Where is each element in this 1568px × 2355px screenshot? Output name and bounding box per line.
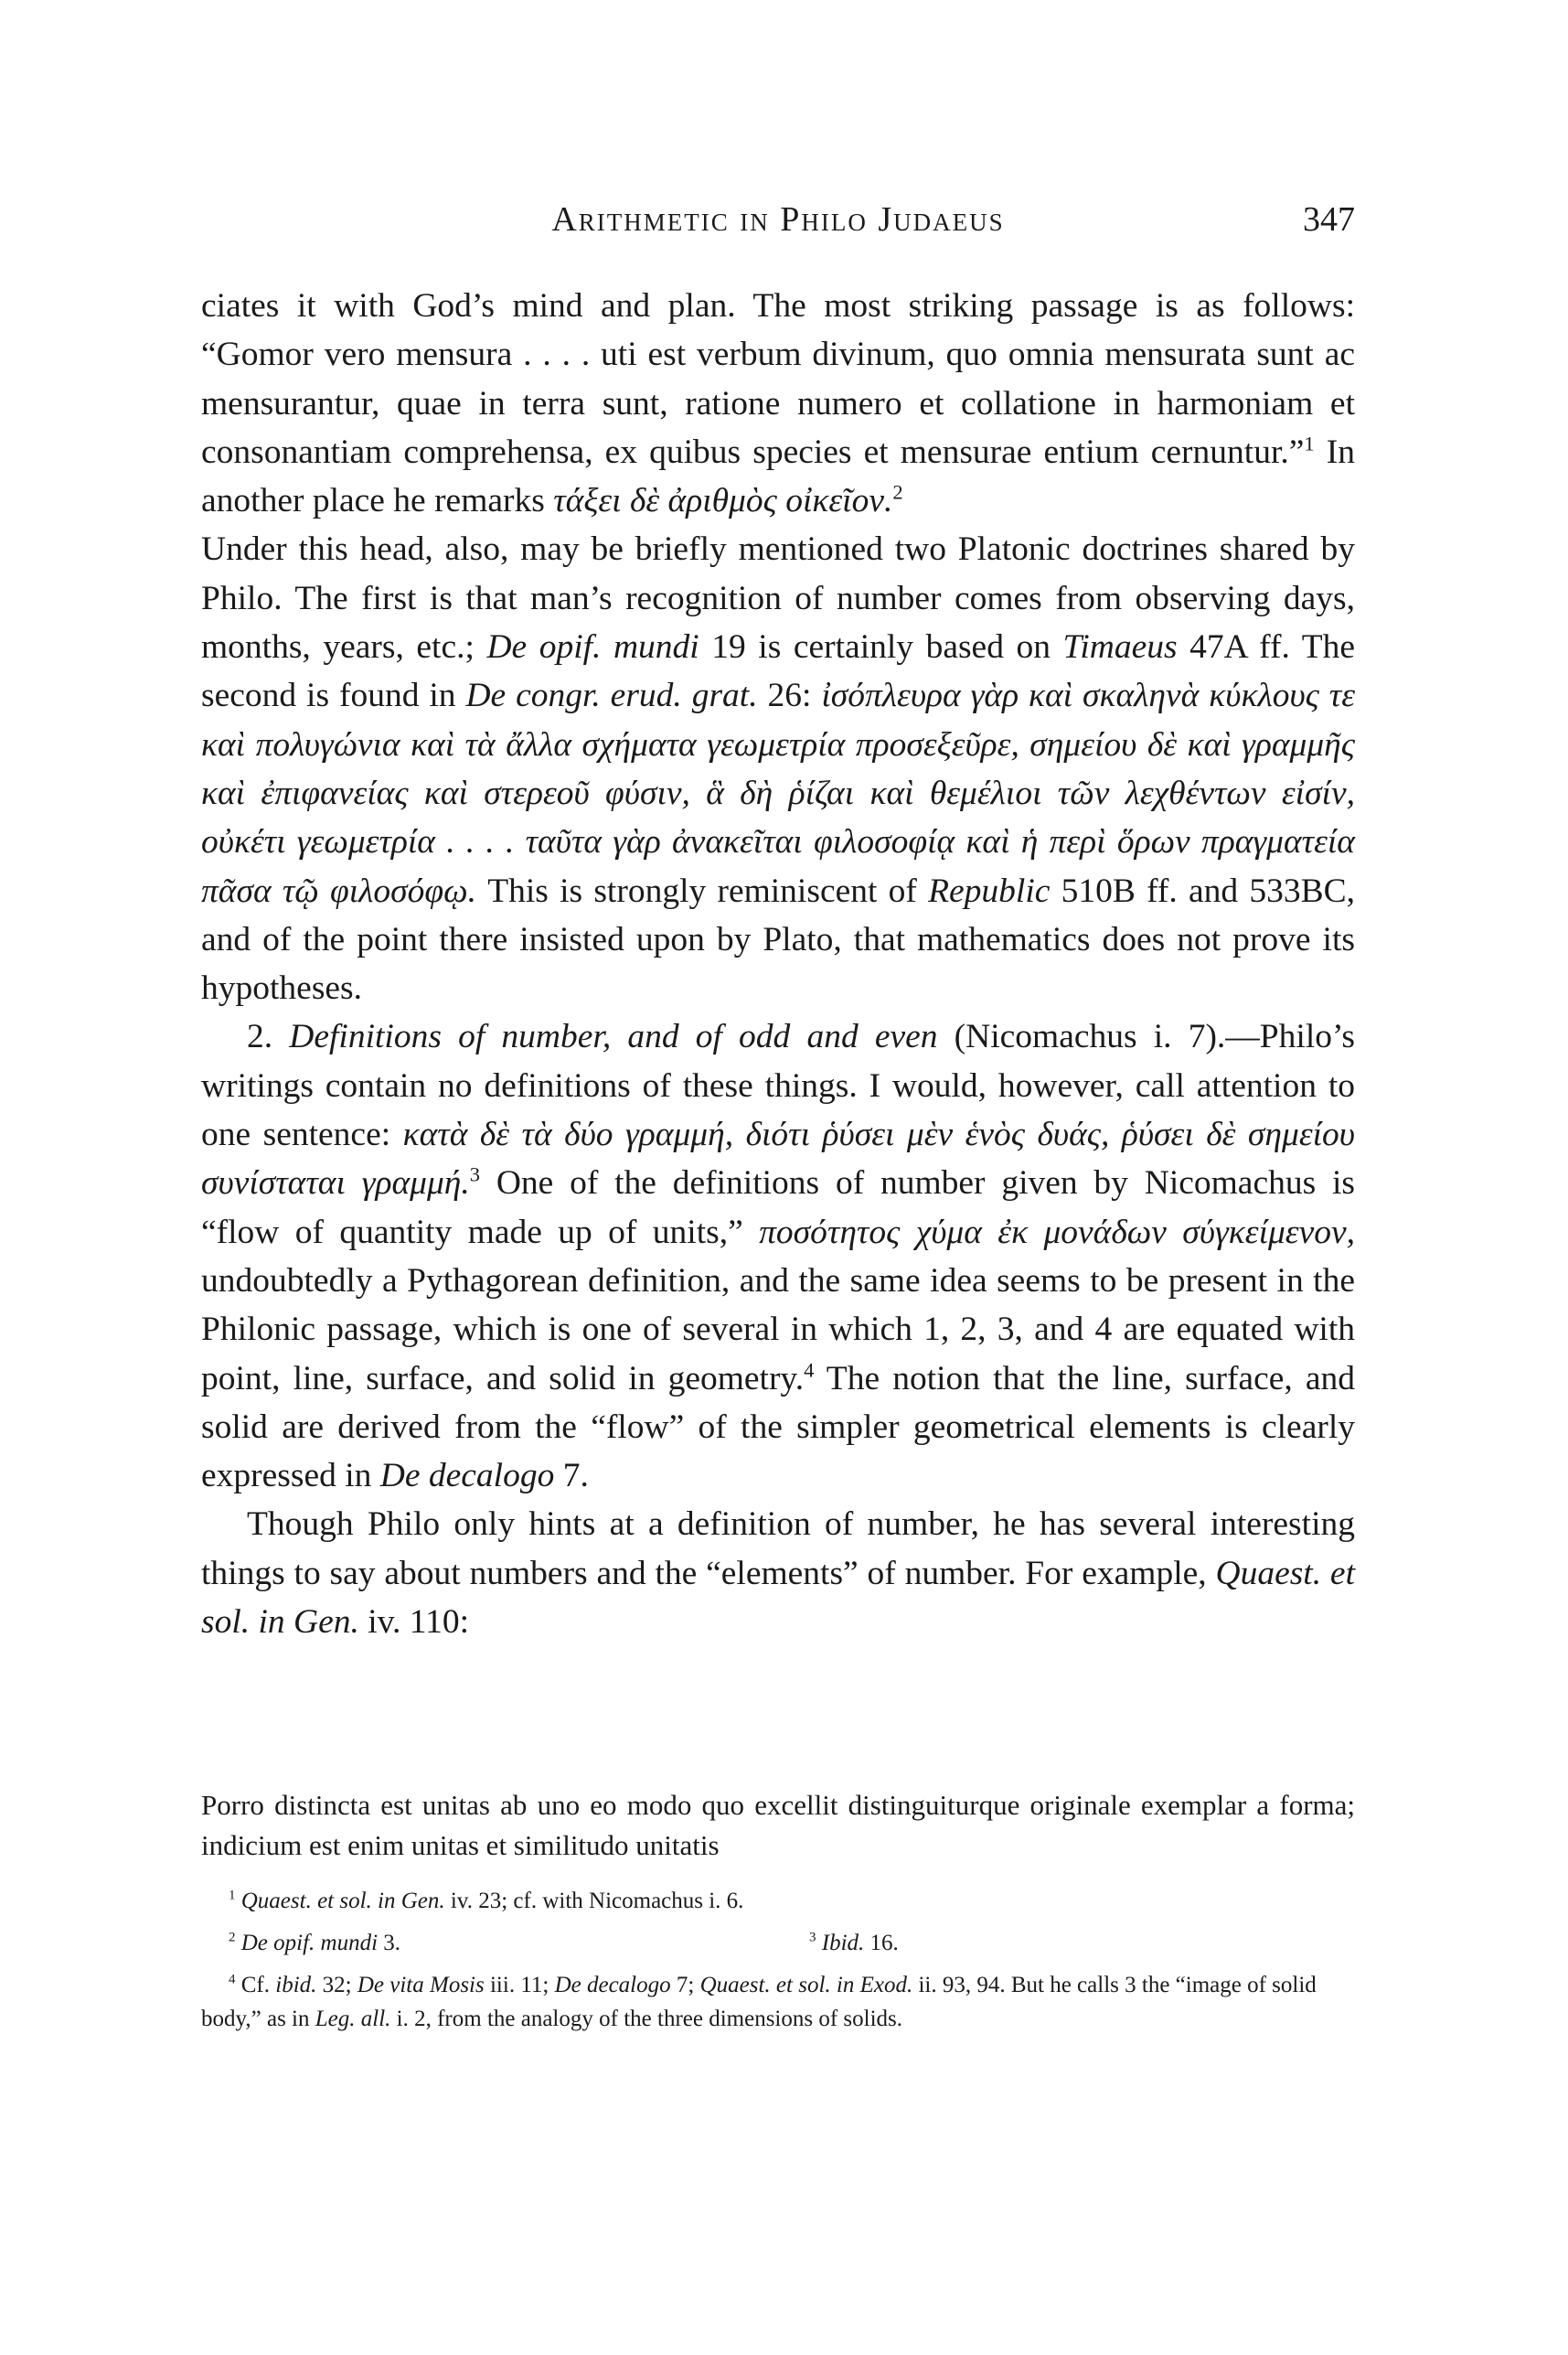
- paragraph-4: Though Philo only hints at a definition of number, he has several interesting things to say about numbers and the “elements” of number. For example, Quaest. et sol. in Gen. iv. 110:: [201, 1505, 1355, 1642]
- running-header: [201, 199, 1355, 245]
- greek-quote: κατὰ δὲ τὰ δύο γραμμή, διότι ῥύσει μὲν ἑνὸς δυάς, ῥύσει δὲ σημείου συνίσταται γραμμή.: [201, 1116, 1355, 1203]
- footnote-ref-3: 3: [469, 1162, 481, 1186]
- section-heading: Definitions of number, and of odd and even: [289, 1018, 938, 1056]
- page-number: 347: [1303, 200, 1355, 239]
- main-text: [201, 282, 1355, 1646]
- footnote-ref-4: 4: [804, 1358, 815, 1382]
- footnote-row: [201, 1926, 1355, 1960]
- paragraph-2: Under this head, also, may be briefly mentioned two Platonic doctrines shared by Philo. The first is that man’s recognition of number comes from observing days, months, years, etc.; De opif. mundi 19 is certainly based on Timaeus 47A ff. The second is found in De congr. erud. grat. 26: ἰσόπλευρα γὰρ καὶ σκαληνὰ κύκλους τε καὶ πολυγώνια καὶ τὰ ἄλλα σχήματα γεωμετρία προσεξεῦρε, σημείου δὲ καὶ γραμμῆς καὶ ἐπιφανείας καὶ στερεοῦ φύσιν, ἃ δὴ ῥίζαι καὶ θεμέλιοι τῶν λεχθέντων εἰσίν, οὐκέτι γεωμετρία . . . . ταῦτα γὰρ ἀνακεῖται φιλοσοφίᾳ καὶ ἡ περὶ ὅρων πραγματεία πᾶσα τῷ φιλοσόφῳ. This is strongly reminiscent of Republic 510B ff. and 533BC, and of the point there insisted upon by Plato, that mathematics does not prove its hypotheses.: [201, 530, 1356, 1008]
- footnote-1: $^1$ Quaest. et sol. in Gen. iv. 23; cf. with Nicomachus i. 6.: [229, 1888, 744, 1913]
- footnote-3: $^3$ Ibid. 16.: [809, 1930, 899, 1955]
- paragraph-1: ciates it with God’s mind and plan. The most striking passage is as follows: “Gomor vero mensura . . . . uti est verbum divinum, quo omnia mensurata sunt ac mensurantur, quae in terra sunt, ratione numero et collatione in harmoniam et consonantiam comprehensa, ex quibus species et mensurae entium cernuntur.”$^1$ In another place he remarks τάξει δὲ ἀριθμὸς οἰκεῖον.$^2$: [201, 287, 1355, 520]
- footnote-4: $^4$ Cf. ibid. 32; De vita Mosis iii. 11; De decalogo 7; Quaest. et sol. in Exod. ii. 93, 94. But he calls 3 the “image of solid body,” as in Leg. all. i. 2, from the analogy of the three dimensions of solids.: [201, 1972, 1317, 2031]
- footnotes: [201, 1884, 1355, 2036]
- greek-quote: ἰσόπλευρα γὰρ καὶ σκαληνὰ κύκλους τε καὶ πολυγώνια καὶ τὰ ἄλλα σχήματα γεωμετρία προσεξεῦρε, σημείου δὲ καὶ γραμμῆς καὶ ἐπιφανείας καὶ στερεοῦ φύσιν, ἃ δὴ ῥίζαι καὶ θεμέλιοι τῶν λεχθέντων εἰσίν, οὐκέτι γεωμετρία . . . . ταῦτα γὰρ ἀνακεῖται φιλοσοφίᾳ καὶ ἡ περὶ ὅρων πραγματεία πᾶσα τῷ φιλοσόφῳ.: [201, 677, 1356, 910]
- footnote-ref-1: 1: [1304, 432, 1315, 455]
- running-title: Arithmetic in Philo Judaeus: [551, 200, 1005, 239]
- block-quote: Porro distincta est unitas ab uno eo modo quo excellit distinguiturque originale exemplar a forma; indicium est enim unitas et similitudo unitatis: [201, 1789, 1355, 1861]
- greek-quote: τάξει δὲ ἀριθμὸς οἰκεῖον.: [553, 482, 893, 520]
- paragraph-3: 2. Definitions of number, and of odd and even (Nicomachus i. 7).—Philo’s writings contain no definitions of these things. I would, however, call attention to one sentence: κατὰ δὲ τὰ δύο γραμμή, διότι ῥύσει μὲν ἑνὸς δυάς, ῥύσει δὲ σημείου συνίσταται γραμμή.$^3$ One of the definitions of number given by Nicomachus is “flow of quantity made up of units,” ποσότητος χύμα ἐκ μονάδων σύγκείμενον, undoubtedly a Pythagorean definition, and the same idea seems to be present in the Philonic passage, which is one of several in which 1, 2, 3, and 4 are equated with point, line, surface, and solid in geometry.$^4$ The notion that the line, surface, and solid are derived from the “flow” of the simpler geometrical elements is clearly expressed in De decalogo 7.: [201, 1018, 1356, 1495]
- greek-quote: ποσότητος χύμα ἐκ μονάδων σύγκείμενον,: [759, 1213, 1355, 1251]
- footnote-ref-2: 2: [892, 480, 903, 504]
- footnote-2: $^2$ De opif. mundi 3.: [229, 1930, 401, 1955]
